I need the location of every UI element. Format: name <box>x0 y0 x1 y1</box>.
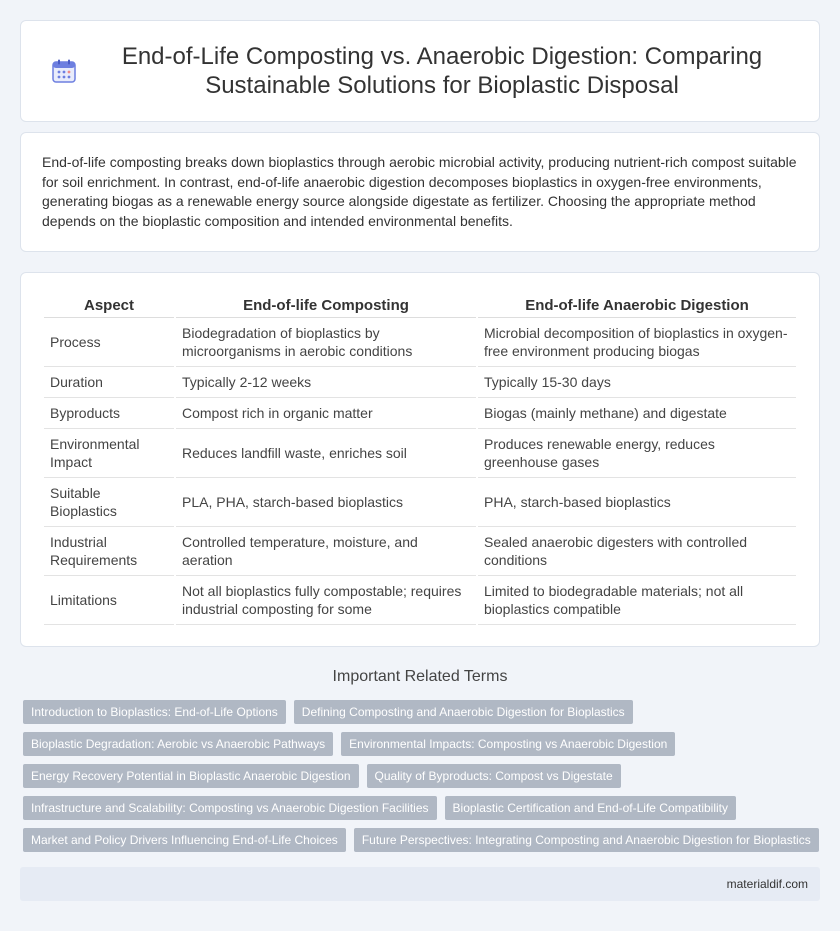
table-row <box>44 527 796 576</box>
row-aspect: Process <box>44 318 174 367</box>
comparison-table-card <box>20 272 820 647</box>
table-row <box>44 398 796 429</box>
header-anaerobic: End-of-life Anaerobic Digestion <box>478 295 796 318</box>
row-aspect: Byproducts <box>44 398 174 429</box>
row-aspect: Suitable Bioplastics <box>44 478 174 527</box>
calendar-icon <box>51 58 77 84</box>
row-anaerobic: Sealed anaerobic digesters with controlled conditions <box>478 527 796 576</box>
row-anaerobic: Biogas (mainly methane) and digestate <box>478 398 796 429</box>
row-anaerobic: Limited to biodegradable materials; not all bioplastics compatible <box>478 576 796 625</box>
related-term-tag[interactable]: Bioplastic Degradation: Aerobic vs Anaerobic Pathways <box>23 732 333 756</box>
site-name[interactable]: materialdif.com <box>726 877 808 891</box>
header-aspect: Aspect <box>44 295 174 318</box>
table-row <box>44 429 796 478</box>
row-composting: Controlled temperature, moisture, and aeration <box>176 527 476 576</box>
row-aspect: Duration <box>44 367 174 398</box>
footer <box>20 867 820 901</box>
row-anaerobic: Microbial decomposition of bioplastics in oxygen-free environment producing biogas <box>478 318 796 367</box>
related-term-tag[interactable]: Quality of Byproducts: Compost vs Digestate <box>367 764 621 788</box>
related-terms-list <box>23 700 823 852</box>
row-composting: Not all bioplastics fully compostable; requires industrial composting for some <box>176 576 476 625</box>
row-anaerobic: PHA, starch-based bioplastics <box>478 478 796 527</box>
row-composting: PLA, PHA, starch-based bioplastics <box>176 478 476 527</box>
row-composting: Biodegradation of bioplastics by microorganisms in aerobic conditions <box>176 318 476 367</box>
related-term-tag[interactable]: Defining Composting and Anaerobic Digestion for Bioplastics <box>294 700 633 724</box>
row-composting: Reduces landfill waste, enriches soil <box>176 429 476 478</box>
row-aspect: Environmental Impact <box>44 429 174 478</box>
related-term-tag[interactable]: Introduction to Bioplastics: End-of-Life Options <box>23 700 286 724</box>
related-term-tag[interactable]: Future Perspectives: Integrating Composting and Anaerobic Digestion for Bioplastics <box>354 828 819 852</box>
table-header-row <box>44 295 796 318</box>
header-card <box>20 20 820 122</box>
table-row <box>44 478 796 527</box>
row-composting: Typically 2-12 weeks <box>176 367 476 398</box>
related-term-tag[interactable]: Market and Policy Drivers Influencing End-of-Life Choices <box>23 828 346 852</box>
header-composting: End-of-life Composting <box>176 295 476 318</box>
table-row <box>44 367 796 398</box>
intro-paragraph: End-of-life composting breaks down bioplastics through aerobic microbial activity, producing nutrient-rich compost suitable for soil enrichment. In contrast, end-of-life anaerobic digestion decomposes bioplastics in oxygen-free environments, generating biogas as a renewable energy source alongside digestate as fertilizer. Choosing the appropriate method depends on the bioplastic composition and intended environmental benefits. <box>42 154 797 229</box>
related-term-tag[interactable]: Bioplastic Certification and End-of-Life Compatibility <box>445 796 736 820</box>
related-term-tag[interactable]: Infrastructure and Scalability: Composting vs Anaerobic Digestion Facilities <box>23 796 437 820</box>
row-composting: Compost rich in organic matter <box>176 398 476 429</box>
related-term-tag[interactable]: Environmental Impacts: Composting vs Anaerobic Digestion <box>341 732 675 756</box>
table-row <box>44 318 796 367</box>
related-term-tag[interactable]: Energy Recovery Potential in Bioplastic Anaerobic Digestion <box>23 764 359 788</box>
table-row <box>44 576 796 625</box>
row-aspect: Industrial Requirements <box>44 527 174 576</box>
row-anaerobic: Produces renewable energy, reduces greenhouse gases <box>478 429 796 478</box>
comparison-table <box>42 295 798 625</box>
intro-card <box>20 132 820 252</box>
row-anaerobic: Typically 15-30 days <box>478 367 796 398</box>
related-terms-title: Important Related Terms <box>332 668 508 685</box>
row-aspect: Limitations <box>44 576 174 625</box>
page-title: End-of-Life Composting vs. Anaerobic Digestion: Comparing Sustainable Solutions for Bioplastic Disposal <box>121 43 763 99</box>
